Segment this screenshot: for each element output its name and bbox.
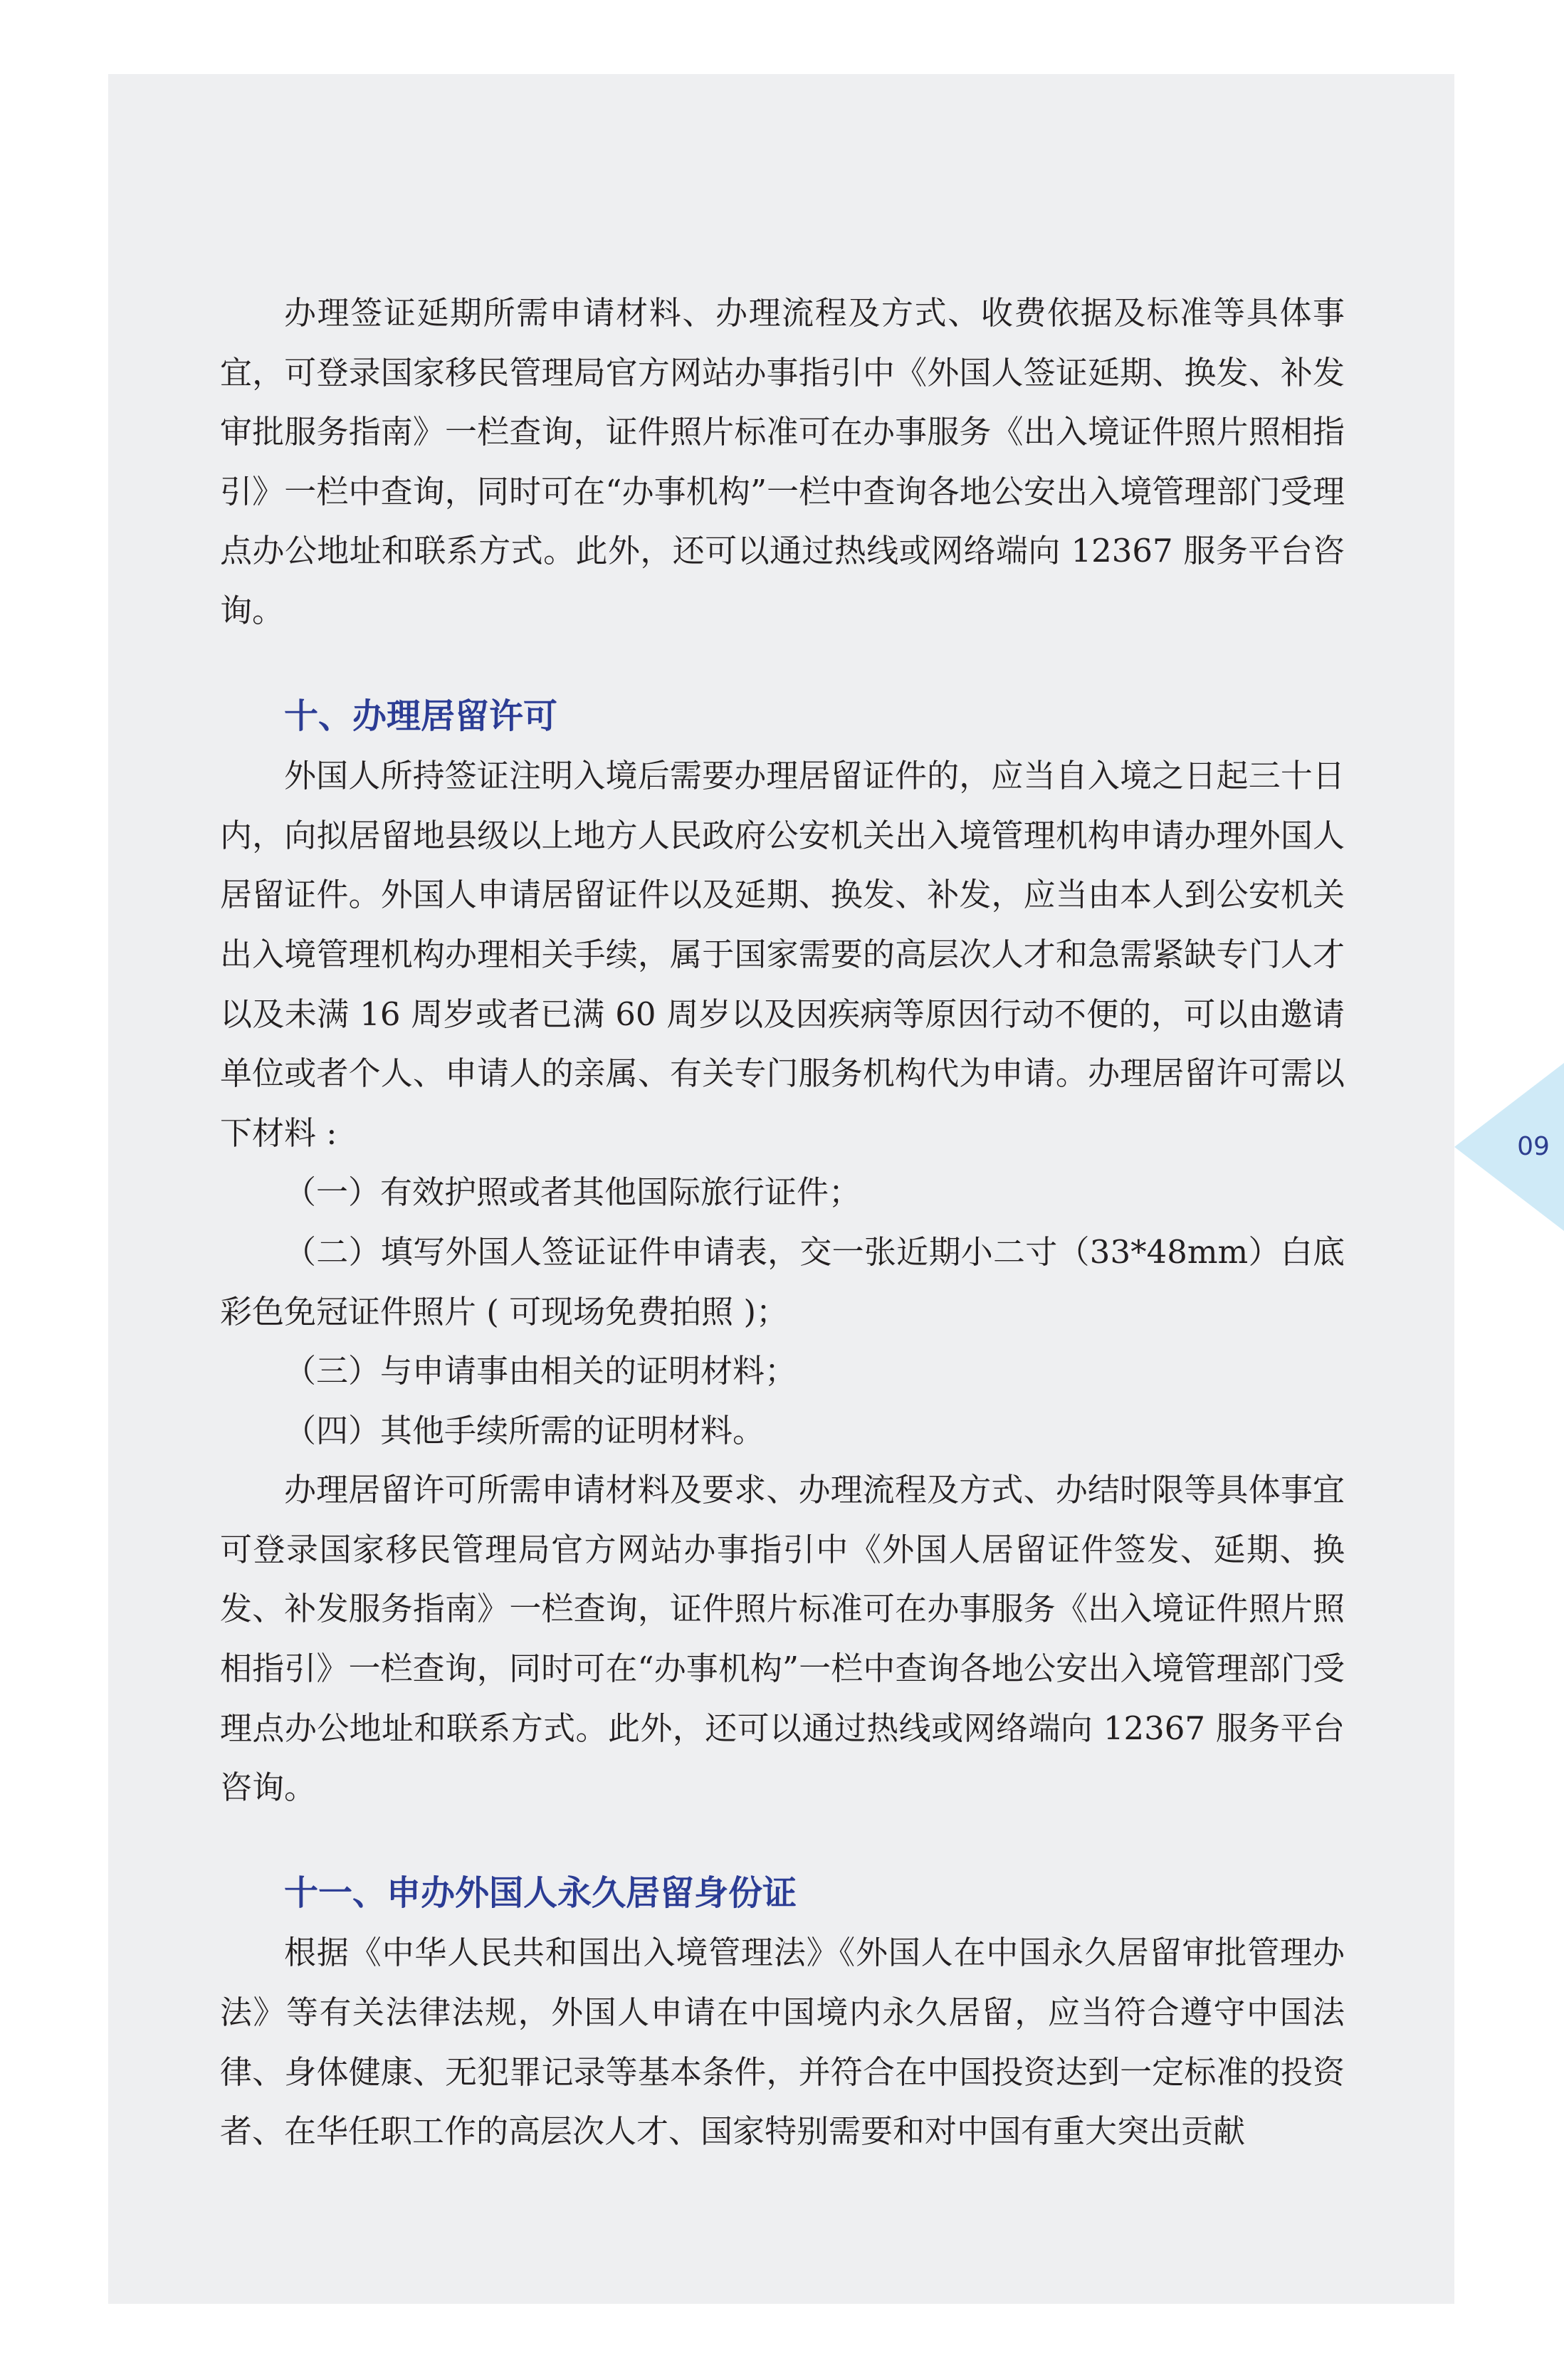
list-item-passport: （一）有效护照或者其他国际旅行证件； — [284, 1173, 861, 1212]
section-gap — [220, 1818, 1345, 1864]
list-item-application-form-photo: （二）填写外国人签证证件申请表，交一张近期小二寸（33*48mm）白底彩色免冠证件照片 ( 可现场免费拍照 )； — [220, 1232, 1345, 1331]
section-heading-permanent-residence-id: 十一、申办外国人永久居留身份证 — [284, 1872, 797, 1913]
page-number-tab — [1454, 1063, 1564, 1231]
paragraph-residence-permit-guide: 办理居留许可所需申请材料及要求、办理流程及方式、办结时限等具体事宜可登录国家移民管理局官方网站办事指引中《外国人居留证件签发、延期、换发、补发服务指南》一栏查询，证件照片标准可在办事服务《出入境证件照片照相指引》一栏查询，同时可在“办事机构”一栏中查询各地公安出入境管理部门受理点办公地址和联系方式。此外，还可以通过热线或网络端向 12367 服务平台咨询。 — [220, 1471, 1345, 1807]
list-item-other-documents: （四）其他手续所需的证明材料。 — [284, 1411, 765, 1450]
paragraph-residence-permit-intro: 外国人所持签证注明入境后需要办理居留证件的，应当自入境之日起三十日内，向拟居留地县级以上地方人民政府公安机关出入境管理机构申请办理外国人居留证件。外国人申请居留证件以及延期、换发、补发，应当由本人到公安机关出入境管理机构办理相关手续，属于国家需要的高层次人才和急需紧缺专门人才以及未满 16 周岁或者已满 60 周岁以及因疾病等原因行动不便的，可以由邀请单位或者个人、申请人的亲属、有关专门服务机构代为申请。办理居留许可需以下材料 : — [220, 757, 1345, 1152]
paragraph-visa-extension: 办理签证延期所需申请材料、办理流程及方式、收费依据及标准等具体事宜，可登录国家移民管理局官方网站办事指引中《外国人签证延期、换发、补发审批服务指南》一栏查询，证件照片标准可在办事服务《出入境证件照片照相指引》一栏中查询，同时可在“办事机构”一栏中查询各地公安出入境管理部门受理点办公地址和联系方式。此外，还可以通过热线或网络端向 12367 服务平台咨询。 — [220, 294, 1345, 629]
page-number: 09 — [1517, 1132, 1550, 1161]
section-heading-residence-permit: 十、办理居留许可 — [284, 696, 558, 736]
list-item-supporting-documents: （三）与申请事由相关的证明材料； — [284, 1352, 797, 1390]
section-gap — [220, 641, 1345, 687]
paragraph-permanent-residence: 根据《中华人民共和国出入境管理法》《外国人在中国永久居留审批管理办法》等有关法律法规，外国人申请在中国境内永久居留，应当符合遵守中国法律、身体健康、无犯罪记录等基本条件，并符合在中国投资达到一定标准的投资者、在华任职工作的高层次人才、国家特别需要和对中国有重大突出贡献 — [220, 1934, 1345, 2151]
document-body — [220, 283, 1345, 2161]
